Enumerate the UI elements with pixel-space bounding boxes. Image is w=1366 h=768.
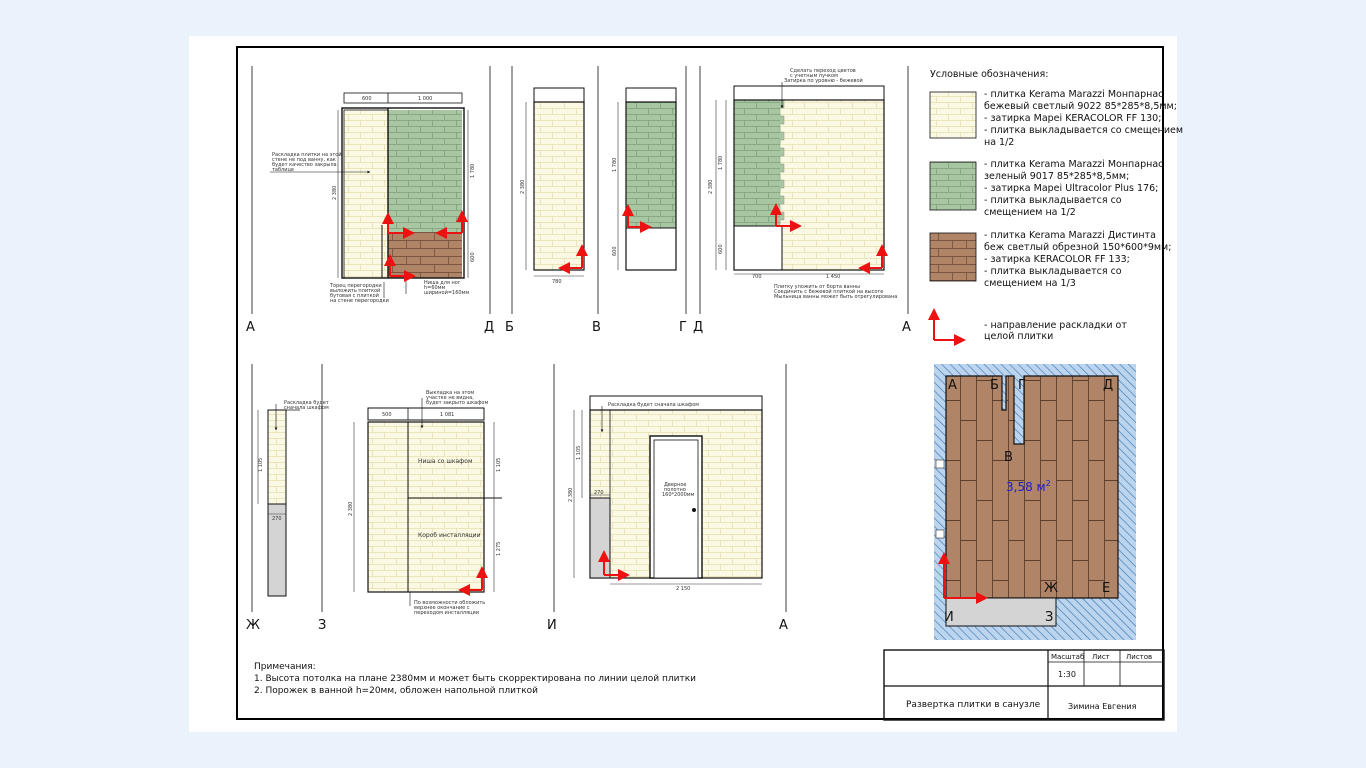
note-line: Плитку уложить от борта ванны xyxy=(774,284,861,290)
dim-text: 1 780 xyxy=(470,163,476,178)
plan-letter-d: Д xyxy=(1103,378,1114,393)
plan-letter-i: И xyxy=(944,610,954,625)
section-letter-zh: Ж xyxy=(246,618,261,633)
dim-text: 500 xyxy=(382,412,392,418)
legend-line: бежевый светлый 9022 85*285*8,5мм; xyxy=(984,101,1177,112)
elevation-b-v xyxy=(520,88,584,285)
plan-letter-g: Г xyxy=(1018,378,1026,393)
legend-line: - плитка Kerama Marazzi Монпарнас xyxy=(984,159,1164,170)
legend-line: - затирка Mapei KERACOLOR FF 130; xyxy=(984,113,1162,124)
legend-swatch-green xyxy=(930,162,976,210)
plan-letter-b: Б xyxy=(990,378,999,393)
legend-line: - плитка выкладывается со смещением xyxy=(984,125,1184,136)
niche-label: Ниша со шкафом xyxy=(418,458,473,465)
stamp-author: Зимина Евгения xyxy=(1068,702,1137,711)
note-line: Раскладка будет сначала шкафом xyxy=(608,402,700,408)
note-line: участке не видна, xyxy=(426,395,474,401)
legend xyxy=(930,69,1183,342)
stamp-header-scale: Масштаб xyxy=(1051,653,1085,661)
section-letter-a3: А xyxy=(779,618,788,633)
note-line: Затирка по уровню - бежевой xyxy=(784,78,863,84)
plan-letter-e: Е xyxy=(1102,581,1111,596)
dim-text: 1 105 xyxy=(576,445,582,460)
dim-text: 600 xyxy=(362,96,372,102)
dim-text: 2 380 xyxy=(332,185,338,200)
dim-text: 2 380 xyxy=(708,179,714,194)
dim-text: 1 450 xyxy=(826,274,841,280)
legend-line: - направление раскладки от xyxy=(984,320,1127,331)
elevation-a-d xyxy=(270,93,476,304)
section-letter-a2: А xyxy=(902,320,911,335)
section-letter-z: З xyxy=(318,618,327,633)
dim-text: 1 000 xyxy=(418,96,433,102)
dim-text: 600 xyxy=(612,246,618,256)
legend-line: - плитка выкладывается со xyxy=(984,266,1122,277)
legend-swatch-beige xyxy=(930,92,976,138)
note-line: Ниша для ног xyxy=(424,280,461,286)
plan-area-value: 3,58 $м^2$ xyxy=(1006,479,1051,494)
legend-line: - плитка Kerama Marazzi Дистинта xyxy=(984,230,1156,241)
notes-title: Примечания: xyxy=(254,662,316,672)
door-label-line: полотно xyxy=(664,487,686,493)
legend-line: смещением на 1/2 xyxy=(984,207,1076,218)
dim-text: 1 105 xyxy=(258,457,264,472)
section-letter-g: Г xyxy=(679,320,687,335)
elevation-d-a xyxy=(708,68,897,300)
note-line: верхнее окончание с xyxy=(414,605,470,611)
elevation-z-i xyxy=(348,390,502,616)
door-label-line: 160*2000мм xyxy=(662,492,695,498)
note-line: Сделать переход цветов xyxy=(790,68,856,74)
section-letter-d2: Д xyxy=(693,320,704,335)
floor-plan xyxy=(934,364,1136,640)
legend-line: зеленый 9017 85*285*8,5мм; xyxy=(984,171,1130,182)
note-line: Соединить с бежевой плиткой на высоте xyxy=(774,289,884,295)
note-line: Мыльница ванны может быть отрегулирована xyxy=(774,294,898,300)
dim-text: 2 380 xyxy=(568,487,574,502)
dim-text: 1 780 xyxy=(718,155,724,170)
section-letters xyxy=(246,320,911,633)
stamp-header-sheet: Лист xyxy=(1092,653,1110,661)
door-label-line: Дверное xyxy=(664,482,687,488)
dim-text: 700 xyxy=(752,274,762,280)
section-letter-a1: А xyxy=(246,320,255,335)
legend-line: - затирка Mapei Ultracolor Plus 176; xyxy=(984,183,1159,194)
legend-line: беж светлый обрезной 150*600*9мм; xyxy=(984,242,1172,253)
note-line: с учетным пучком xyxy=(790,73,838,79)
dim-text: 2 380 xyxy=(348,501,354,516)
stamp-scale: 1:30 xyxy=(1058,670,1076,679)
note-line: таблице xyxy=(272,167,294,173)
plan-letter-a: А xyxy=(948,378,957,393)
dim-text: 270 xyxy=(272,516,282,522)
note-line: стене не под ванну, как xyxy=(272,157,336,163)
note-line: По возможности обложить xyxy=(414,600,486,606)
legend-line: целой плитки xyxy=(984,331,1054,342)
dim-text: 780 xyxy=(552,279,562,285)
dim-text: 1 275 xyxy=(496,541,502,556)
section-letter-i: И xyxy=(547,618,557,633)
note-line: h=60мм xyxy=(424,285,446,291)
elevation-zh-z xyxy=(258,400,329,596)
note-line: сначала шкафом xyxy=(284,405,329,411)
dim-text: 1 105 xyxy=(496,457,502,472)
note-line: шириной=160мм xyxy=(424,290,470,296)
section-letter-v: В xyxy=(592,320,601,335)
note-line: переходом инсталляции xyxy=(414,610,480,616)
legend-line: - плитка выкладывается со xyxy=(984,195,1122,206)
dim-text: 1 081 xyxy=(440,412,455,418)
dim-text: 600 xyxy=(718,244,724,254)
plan-letter-v: В xyxy=(1004,450,1013,465)
section-letter-b: Б xyxy=(505,320,514,335)
dim-text: 270 xyxy=(594,490,604,496)
plan-letter-z: З xyxy=(1045,610,1054,625)
notes xyxy=(254,662,696,696)
note-line: будет закрыто шкафом xyxy=(426,400,489,406)
legend-line: - затирка KERACOLOR FF 133; xyxy=(984,254,1130,265)
dim-text: 2 150 xyxy=(676,586,691,592)
legend-title: Условные обозначения: xyxy=(930,69,1049,80)
legend-line: - плитка Kerama Marazzi Монпарнас xyxy=(984,89,1164,100)
legend-line: смещением на 1/3 xyxy=(984,278,1076,289)
note-line: на стене перегородки xyxy=(330,298,389,304)
note-2: 2. Порожек в ванной h=20мм, обложен напольной плиткой xyxy=(254,686,539,696)
note-line: Раскладка будет xyxy=(284,400,329,406)
stamp-header-sheets: Листов xyxy=(1126,653,1153,661)
elevation-v-g xyxy=(612,88,676,270)
dim-text: 600 xyxy=(470,252,476,262)
box-label: Короб инсталляции xyxy=(418,532,481,539)
note-line: бутовая с плиткой xyxy=(330,293,379,299)
dim-text: 1 780 xyxy=(612,157,618,172)
note-line: выложить плиткой xyxy=(330,288,381,294)
dim-text: 2 380 xyxy=(520,179,526,194)
stamp-title: Развертка плитки в санузле xyxy=(906,700,1041,710)
note-line: Выкладка на этом xyxy=(426,390,475,396)
legend-swatch-brown xyxy=(930,233,976,281)
legend-line: на 1/2 xyxy=(984,137,1015,148)
note-1: 1. Высота потолка на плане 2380мм и может быть скорректирована по линии целой плитки xyxy=(254,674,696,684)
section-letter-d1: Д xyxy=(484,320,495,335)
plan-letter-zh: Ж xyxy=(1044,581,1059,596)
elevation-i-a xyxy=(568,396,762,592)
note-line: Торец перегородки xyxy=(330,283,382,289)
note-line: Раскладка плитки на этой xyxy=(272,152,342,158)
note-line: будет качество закрыла xyxy=(272,162,337,168)
